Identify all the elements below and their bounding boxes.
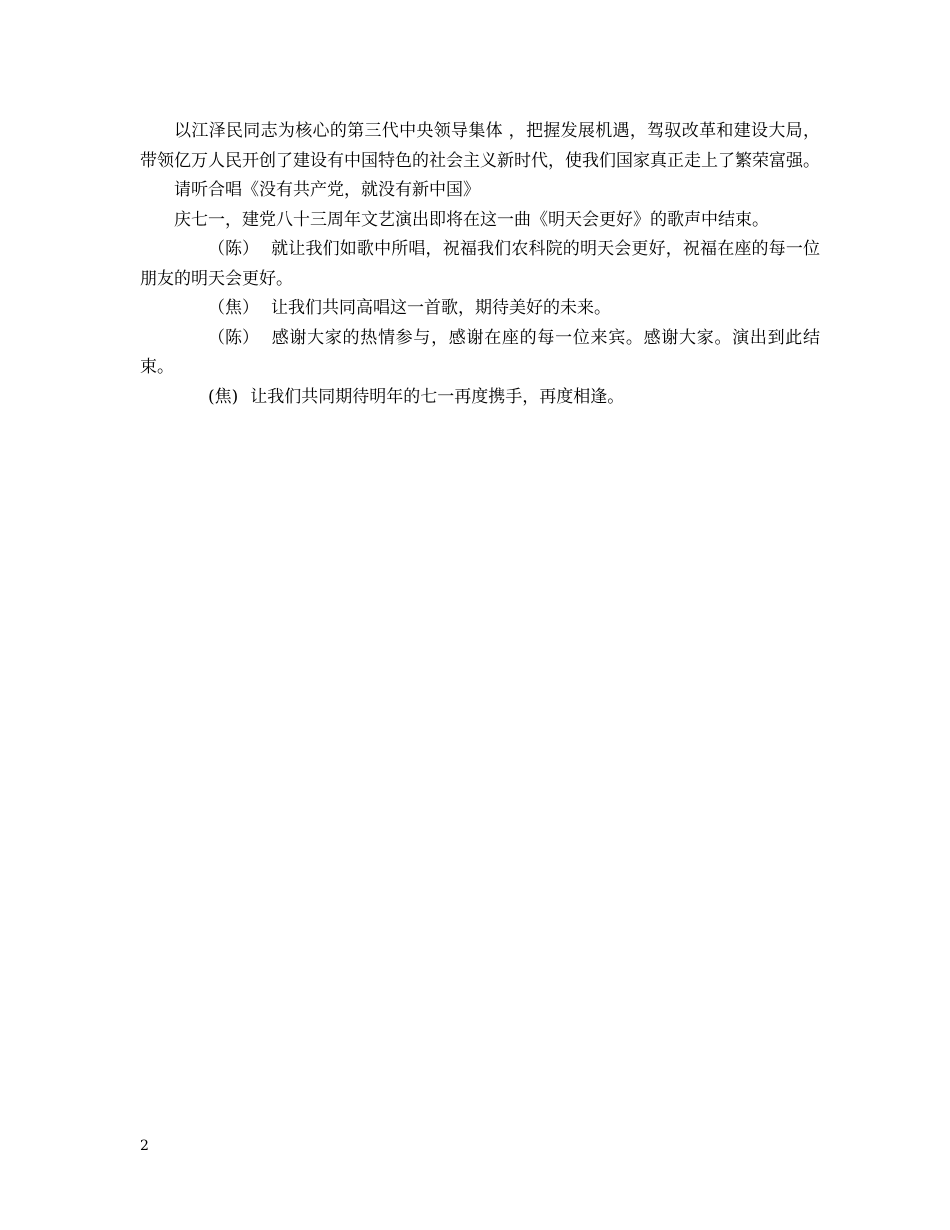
paragraph-text: 感谢大家的热情参与，感谢在座的每一位来宾。感谢大家。演出到此结束。 [140,327,820,377]
document-body [140,117,820,412]
paragraph-chen-thanks [140,324,820,383]
paragraph-text: 庆七一，建党八十三周年文艺演出即将在这一曲《明天会更好》的歌声中结束。 [174,209,769,230]
paragraph-chen-blessing [140,235,820,294]
paragraph-jiao-sing [140,294,820,324]
paragraph-text: 就让我们如歌中所唱，祝福我们农科院的明天会更好，祝福在座的每一位朋友的明天会更好。 [140,239,820,289]
paragraph-text: 请听合唱《没有共产党，就没有新中国》 [174,180,480,200]
paragraph-leadership [140,117,820,176]
speaker-label: （陈） [208,327,259,348]
speaker-label: (焦) [208,386,239,407]
paragraph-chorus-intro [140,176,820,206]
paragraph-text: 让我们共同高唱这一首歌，期待美好的未来。 [271,298,611,318]
speaker-label: （陈） [208,239,259,259]
speaker-label: （焦） [208,298,259,318]
paragraph-text: 以江泽民同志为核心的第三代中央领导集体 ，把握发展机遇，驾驭改革和建设大局，带领亿万人民开创了建设有中国特色的社会主义新时代，使我们国家真正走上了繁荣富强。 [140,121,820,171]
paragraph-closing-announcement [140,206,820,236]
paragraph-jiao-farewell [140,383,820,413]
page-number: 2 [140,1138,149,1154]
paragraph-text: 让我们共同期待明年的七一再度携手，再度相逢。 [250,386,625,407]
